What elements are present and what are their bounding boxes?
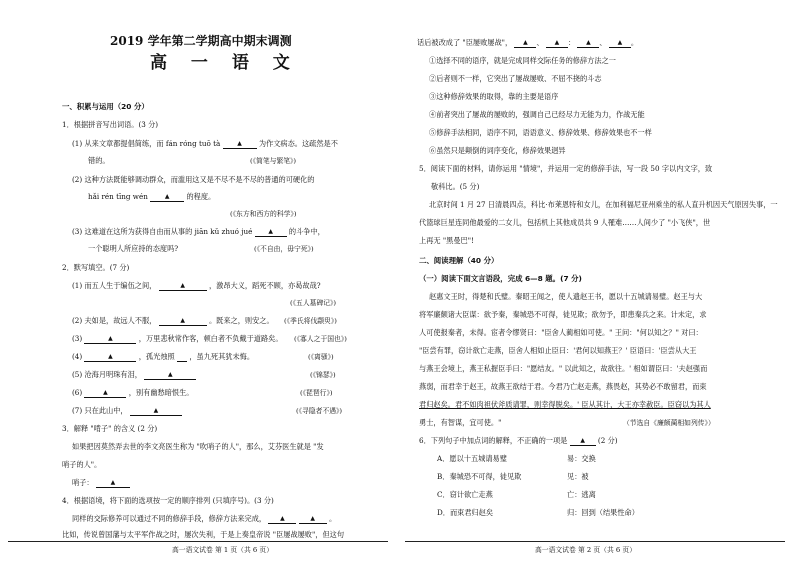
choice-c-gloss: 亡：逃离 bbox=[567, 490, 596, 499]
passage-line: 人可使报秦者，未得。宦者令缪贤曰："臣舍人蔺相如可使。" 王问："何以知之？" 对曰： bbox=[419, 328, 703, 337]
source-citation: (《锦瑟》) bbox=[310, 371, 336, 379]
passage-line-underlined: 君归赵矣。君不如肉袒伏斧质请罪，则幸得脱矣。' 臣从其计，大王亦幸赦臣。臣窃以为其人 bbox=[419, 400, 711, 409]
source-citation: (《寡人之于国也》) bbox=[294, 335, 347, 343]
part-1-heading: （一）阅读下面文言语段，完成 6—8 题。(7 分) bbox=[419, 274, 582, 283]
choice-b: B．秦城恐不可得，徒见欺 bbox=[437, 472, 522, 481]
section-1-heading: 一、积累与运用（20 分） bbox=[62, 102, 149, 111]
answer-blank[interactable]: ▲ bbox=[84, 353, 136, 362]
footer-divider bbox=[8, 541, 388, 542]
choice-d-gloss: 归：回到（结果性命） bbox=[567, 508, 639, 517]
section-2-heading: 二、阅读理解（40 分） bbox=[419, 256, 499, 265]
answer-blank[interactable]: ▲ bbox=[159, 282, 207, 291]
q4-text-cont: 比如，传说曾国藩与太平军作战之时，屡次失利，于是上奏皇帝说 "臣屡战屡败"，但这句 bbox=[62, 530, 345, 539]
material-text: 代篮球巨星连同他最爱的二女儿，包括机上其他成员共 9 人罹难……人间少了 "小飞侠"，世 bbox=[419, 218, 711, 227]
q1-item-3: (3) 这难道在这所为获得自由而从事的 jiān kǔ zhuó jué ▲ 的斗争中， bbox=[72, 227, 325, 236]
passage-line: 将军廉颇诸大臣谋：欲予秦，秦城恐不可得，徒见欺；欲勿予，即患秦兵之来。计未定，求 bbox=[419, 310, 707, 319]
answer-blank[interactable]: ▲ bbox=[150, 193, 184, 202]
q2-item-1: (1) 而五人生于编伍之间， ▲ ，激昂大义，蹈死不顾，亦曷故哉? bbox=[72, 281, 321, 290]
question-4: 4．根据语境，将下面的选项按一定的顺序排列 (只填序号)。(3 分) bbox=[62, 496, 274, 505]
material-text: 北京时间 1 月 27 日清晨四点，科比·布莱恩特和女儿，在加利福尼亚州乘坐的私人直升机因天气原因失事，一 bbox=[429, 200, 778, 209]
q4-text-cont-2: 话后被改成了 "臣屡败屡战"， ▲ 、 ▲ ： ▲ 、 ▲ 。 bbox=[417, 38, 639, 47]
question-3: 3．解释 "啃子" 的含义 (2 分) bbox=[62, 424, 158, 433]
source-citation: （节选自《廉颇蔺相如列传》） bbox=[623, 419, 715, 427]
source-citation: (《简笔与繁笔》) bbox=[250, 157, 297, 165]
page-footer: 高一语文试卷 第 2 页（共 6 页） bbox=[535, 546, 637, 554]
q1-item-2: (2) 这种方法既能够调动群众，而滥用这又是不尽不是不尽的普通的可硬化的 bbox=[72, 175, 315, 184]
passage-line: 勇士，有智谋，宜可使。" bbox=[419, 418, 502, 427]
choice-a: A．愿以十五城请易璧 bbox=[437, 454, 507, 463]
answer-blank[interactable]: ▲ bbox=[268, 515, 296, 524]
subject-title: 高 一 语 文 bbox=[150, 53, 299, 73]
answer-blank[interactable]: ▲ bbox=[514, 39, 536, 48]
passage-line: "臣尝有罪，窃计欲亡走燕，臣舍人相如止臣曰：'君何以知燕王？' 臣语曰：'臣尝从大王 bbox=[419, 346, 697, 355]
source-citation: (《不自由，毋宁死》) bbox=[254, 245, 314, 253]
q4-text: 同样的交际修养可以通过不同的修辞手段，修辞方法来完成， ▲ ▲ 。 bbox=[72, 514, 337, 523]
answer-blank[interactable]: ▲ bbox=[96, 479, 130, 488]
source-citation: (《离骚》) bbox=[308, 353, 334, 361]
q3-text: 如果把因莫然弄去世的李文亮医生称为 "吹哨子的人"，那么，艾芬医生就是 "发 bbox=[72, 442, 324, 451]
exam-title: 2019 学年第二学期高中期末调测 bbox=[110, 34, 292, 48]
passage-line: 赵惠文王时，得楚和氏璧。秦昭王闻之，使人遗赵王书，愿以十五城请易璧。赵王与大 bbox=[429, 292, 703, 301]
option-5: ⑤修辞手法相同，语序不同，语语意义、修辞效果、修辞效果也不一样 bbox=[429, 128, 652, 137]
choice-b-gloss: 见：被 bbox=[567, 472, 589, 481]
answer-blank[interactable]: ▲ bbox=[609, 39, 631, 48]
option-2: ②后者则不一样，它突出了屡战屡败、不屈不挠的斗志 bbox=[429, 74, 602, 83]
option-3: ③这种修辞效果的取得，靠的主要是语序 bbox=[429, 92, 559, 101]
q1-item-1: (1) 从来文章都提倡简练，而 fán róng tuō tà ▲ 为作文病态。这疏然是不 bbox=[72, 139, 338, 148]
option-1: ①选择不同的语序，就是完成同样交际任务的修辞方法之一 bbox=[429, 56, 616, 65]
source-citation: (《五人墓碑记》) bbox=[290, 299, 337, 307]
footer-divider bbox=[405, 541, 785, 542]
q2-item-6: (6) ▲ ，别有幽愁暗恨生。 bbox=[72, 388, 194, 397]
page-footer: 高一语文试卷 第 1 页（共 6 页） bbox=[172, 546, 274, 554]
source-citation: (《东方和西方的科学》) bbox=[230, 210, 297, 218]
answer-blank[interactable] bbox=[177, 353, 187, 362]
q3-answer: 哨子： ▲ bbox=[72, 478, 130, 488]
q2-item-3: (3) ▲ ，万里悲秋常作客，顿白者不负戴于道路矣。 bbox=[72, 334, 283, 343]
q2-item-2: (2) 夫如是，故远人不服， ▲ 。既来之，则安之。 bbox=[72, 316, 274, 325]
option-6: ⑥虽然只是颠倒的词序变化，修辞效果迥异 bbox=[429, 146, 566, 155]
answer-blank[interactable]: ▲ bbox=[546, 39, 568, 48]
q1-item-2-cont: hǎi rén tīng wén ▲ 的程度。 bbox=[88, 192, 216, 201]
q2-item-5: (5) 沧海月明珠有泪， ▲ bbox=[72, 370, 196, 380]
right-page bbox=[397, 0, 794, 561]
answer-blank[interactable]: ▲ bbox=[570, 437, 596, 446]
choice-c: C．窃计欲亡走燕 bbox=[437, 490, 493, 499]
source-citation: (《季氏将伐颛臾》) bbox=[284, 317, 337, 325]
option-4: ④前者突出了屡战的屡败的，强调自己已经尽力无能为力，作战无能 bbox=[429, 110, 645, 119]
q2-item-7: (7) 只在此山中， ▲ bbox=[72, 406, 182, 416]
source-citation: (《寻隐者不遇》) bbox=[296, 407, 343, 415]
q3-text-cont: 哨子的人"。 bbox=[62, 460, 102, 469]
answer-blank[interactable]: ▲ bbox=[577, 39, 599, 48]
passage-line: 燕弱，而君幸于赵王，故燕王欲结于君。今君乃亡赵走燕，燕畏赵，其势必不敢留君，而束 bbox=[419, 382, 707, 391]
material-text: 上再无 "黑曼巴"! bbox=[419, 236, 474, 245]
question-2: 2．默写填空。(7 分) bbox=[62, 263, 130, 272]
q2-item-4: (4) ▲ ，孤光烛照 ，虽九死其犹未悔。 bbox=[72, 352, 255, 361]
answer-blank[interactable]: ▲ bbox=[144, 371, 196, 380]
answer-blank[interactable]: ▲ bbox=[84, 335, 136, 344]
answer-blank[interactable]: ▲ bbox=[223, 140, 257, 149]
question-5: 5．阅读下面的材料，请你运用 "情境"，并运用一定的修辞手法，写一段 50 字以内文字，致 bbox=[419, 164, 713, 173]
answer-blank[interactable]: ▲ bbox=[84, 389, 126, 398]
answer-blank[interactable]: ▲ bbox=[159, 317, 207, 326]
choice-a-gloss: 易：交换 bbox=[567, 454, 596, 463]
answer-blank[interactable]: ▲ bbox=[255, 228, 287, 237]
question-5-cont: 敬科比。(5 分) bbox=[431, 182, 480, 191]
choice-d: D．而束君归赵矣 bbox=[437, 508, 494, 517]
answer-blank[interactable]: ▲ bbox=[130, 407, 182, 416]
source-citation: (《琵琶行》) bbox=[300, 389, 333, 397]
question-1: 1．根据拼音写出词语。(3 分) bbox=[62, 120, 159, 129]
q1-item-3-cont: 一个聪明人所应持的态度吗? bbox=[88, 244, 179, 253]
q1-item-1-cont: 错的。 bbox=[88, 156, 110, 165]
answer-blank[interactable]: ▲ bbox=[299, 515, 327, 524]
passage-line: 与燕王会境上，燕王私握臣手曰："愿结友。" 以此知之，故欲往。' 相如谓臣曰：'夫赵强而 bbox=[419, 364, 708, 373]
question-6: 6．下列句子中加点词的解释，不正确的一项是 ▲ (2 分) bbox=[419, 436, 618, 445]
